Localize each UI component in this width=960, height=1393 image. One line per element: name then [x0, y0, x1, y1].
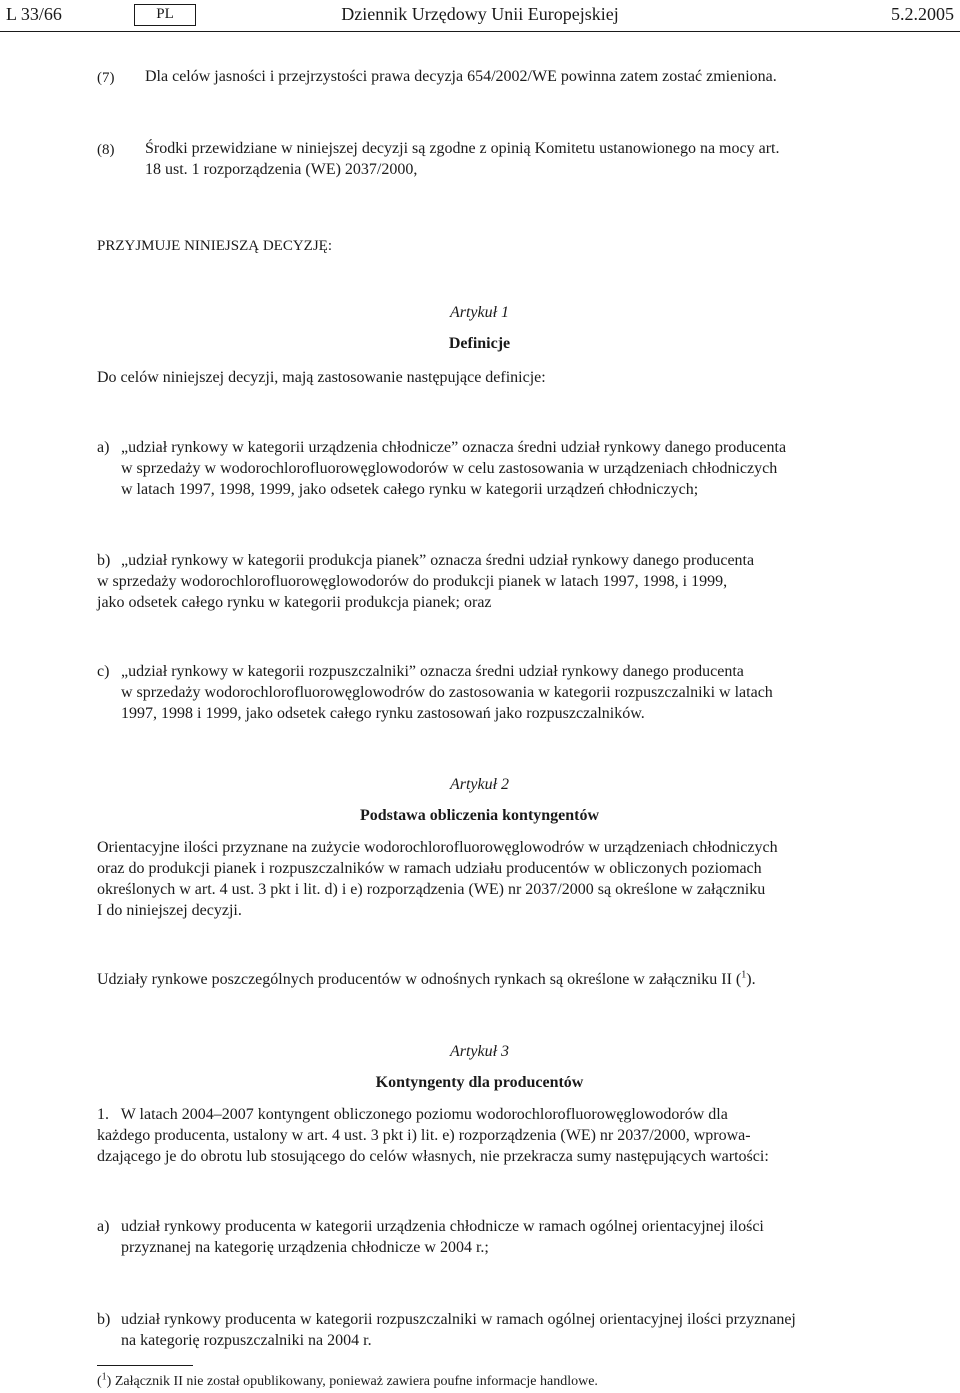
recital-text-line: Środki przewidziane w niniejszej decyzji są zgodne z opinią Komitetu ustanowionego na mocy art. [145, 140, 780, 157]
item-label: b) [97, 1311, 111, 1328]
article-title: Kontyngenty dla producentów [375, 1074, 584, 1091]
paragraph-line: określonych w art. 4 ust. 3 pkt i lit. d) i e) rozporządzenia (WE) nr 2037/2000 są określone w załączniku [97, 881, 766, 898]
item-line: na kategorię rozpuszczalniki na 2004 r. [121, 1332, 372, 1349]
item-label: c) [97, 663, 110, 680]
page-number: L 33/66 [6, 4, 62, 24]
item-line: udział rynkowy producenta w kategorii rozpuszczalniki w ramach ogólnej orientacyjnej ilości przyznanej [121, 1311, 796, 1328]
item-label: a) [97, 1218, 110, 1235]
article-title: Podstawa obliczenia kontyngentów [359, 807, 600, 824]
item-line: przyznanej na kategorię urządzenia chłodnicze w 2004 r.; [121, 1239, 489, 1256]
definition-line: 1997, 1998 i 1999, jako odsetek całego rynku zastosowań jako rozpuszczalników. [121, 705, 645, 722]
recital-number: (8) [97, 142, 115, 158]
language-badge: PL [134, 4, 196, 26]
paragraph-line: I do niniejszej decyzji. [97, 902, 242, 919]
footnote: ($^1$) Załącznik II nie został opublikowany, ponieważ zawiera poufne informacje handlowe. [97, 1371, 598, 1389]
page-header [0, 4, 960, 26]
paragraph-line: Orientacyjne ilości przyznane na zużycie wodorochlorofluorowęglowodrów w urządzeniach chłodniczych [97, 839, 778, 856]
paragraph-line: oraz do produkcji pianek i rozpuszczalników w ramach udziału producentów w obliczonych poziomach [97, 860, 762, 877]
article-label: Artykuł 1 [449, 304, 510, 321]
paragraph-line: dzającego je do obrotu lub stosującego do celów własnych, nie przekracza sumy następujących wartości: [97, 1148, 769, 1165]
definition-line: w latach 1997, 1998, 1999, jako odsetek całego rynku w kategorii urządzeń chłodniczych; [121, 481, 699, 498]
recital-text-line: 18 ust. 1 rozporządzenia (WE) 2037/2000, [145, 161, 418, 178]
recital-number: (7) [97, 70, 115, 86]
footnote-number: 1 [101, 1371, 107, 1383]
footnote-reference[interactable]: 1 [741, 969, 747, 981]
adoption-formula: PRZYJMUJE NINIEJSZĄ DECYZJĘ: [97, 238, 333, 254]
definition-line: „udział rynkowy w kategorii produkcja pianek” oznacza średni udział rynkowy danego producenta [121, 552, 755, 569]
paragraph: Udziały rynkowe poszczególnych producentów w odnośnych rynkach są określone w załączniku II ($^1$). [97, 969, 756, 988]
item-label: a) [97, 439, 110, 456]
publication-date: 5.2.2005 [891, 4, 954, 24]
definition-line: w sprzedaży wodorochlorofluorowęglowodrów do zastosowania w kategorii rozpuszczalniki w latach [121, 684, 773, 701]
item-label: b) [97, 552, 111, 569]
definition-line: jako odsetek całego rynku w kategorii produkcja pianek; oraz [97, 594, 492, 611]
footnote-separator [97, 1365, 193, 1366]
definition-line: „udział rynkowy w kategorii urządzenia chłodnicze” oznacza średni udział rynkowy danego producenta [121, 439, 787, 456]
article-label: Artykuł 3 [449, 1043, 510, 1060]
definition-line: w sprzedaży wodorochlorofluorowęglowodorów do produkcji pianek w latach 1997, 1998, i 1999, [97, 573, 728, 590]
definition-line: „udział rynkowy w kategorii rozpuszczalniki” oznacza średni udział rynkowy danego producenta [121, 663, 744, 680]
article-intro: Do celów niniejszej decyzji, mają zastosowanie następujące definicje: [97, 369, 546, 386]
article-title: Definicje [448, 335, 511, 352]
item-line: udział rynkowy producenta w kategorii urządzenia chłodnicze w ramach ogólnej orientacyjnej ilości [121, 1218, 764, 1235]
journal-title: Dziennik Urzędowy Unii Europejskiej [341, 4, 619, 24]
definition-line: w sprzedaży w wodorochlorofluorowęglowodorów w celu zastosowania w urządzeniach chłodniczych [121, 460, 778, 477]
paragraph-line: każdego producenta, ustalony w art. 4 ust. 3 pkt i) lit. e) rozporządzenia (WE) nr 2037/2000, wprowa- [97, 1127, 751, 1144]
paragraph-line: 1. W latach 2004–2007 kontyngent obliczonego poziomu wodorochlorofluorowęglowodorów dla [97, 1106, 728, 1123]
header-rule [0, 31, 960, 32]
footnote-text: Załącznik II nie został opublikowany, ponieważ zawiera poufne informacje handlowe. [114, 1374, 598, 1389]
article-label: Artykuł 2 [449, 776, 510, 793]
recital-text: Dla celów jasności i przejrzystości prawa decyzja 654/2002/WE powinna zatem zostać zmieniona. [145, 68, 777, 85]
